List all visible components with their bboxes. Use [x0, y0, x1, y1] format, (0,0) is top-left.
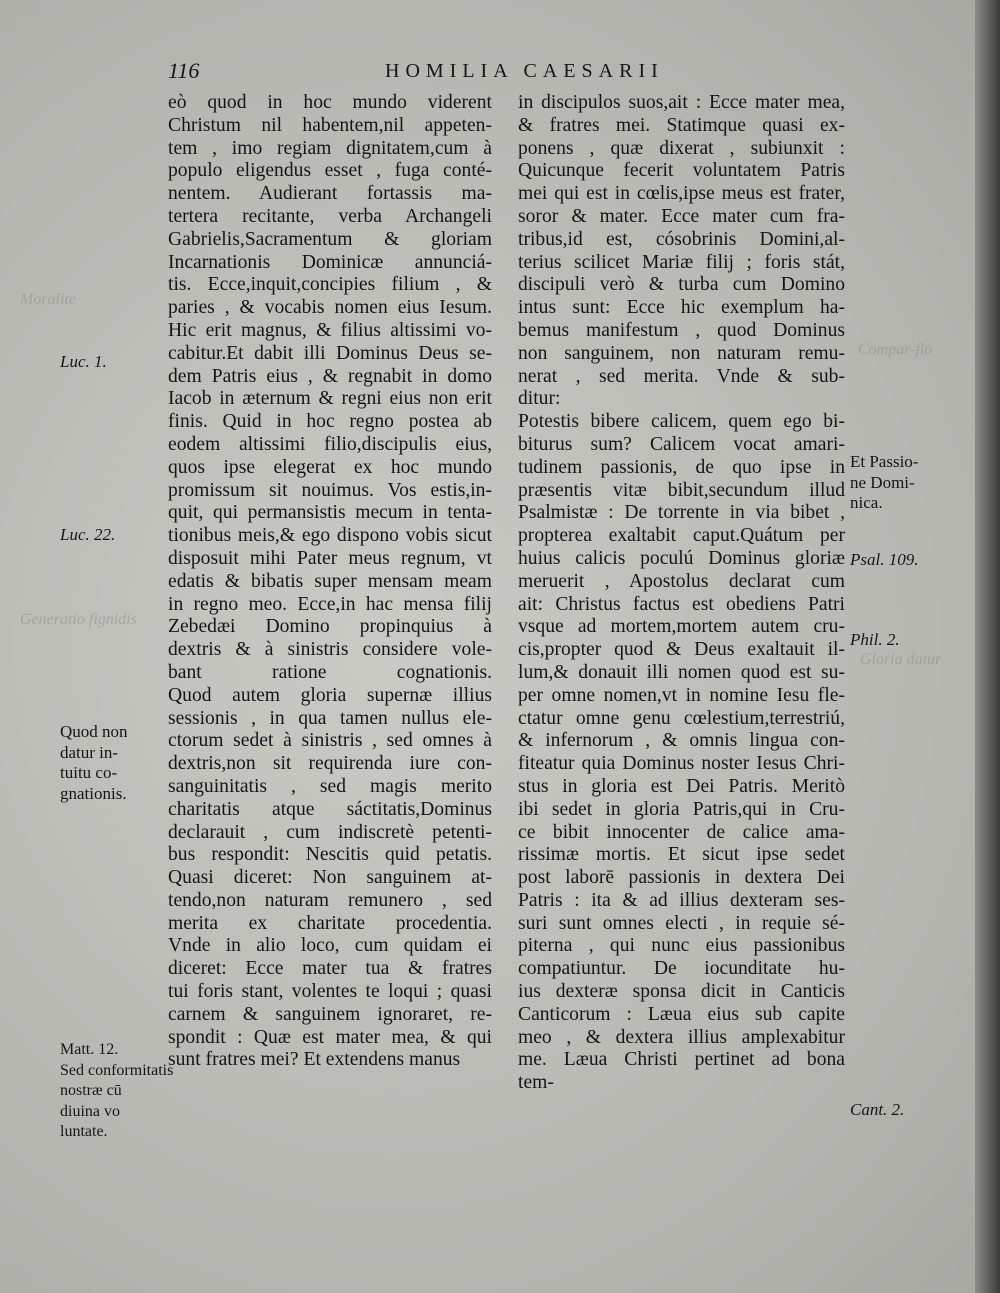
text-line: Quod autem gloria supernæ illius	[168, 684, 492, 706]
text-line: declarauit , cum indiscretè petenti-	[168, 821, 492, 843]
margin-note-line: Sed conformitatis	[60, 1061, 174, 1079]
margin-note-line: Quod non	[60, 722, 128, 741]
text-line: biturus sum? Calicem vocat amari-	[518, 433, 845, 455]
book-page: Moralite Generatio fignidis Compar-fio Gloria datur 116 HOMILIA CAESARII eò quod in hoc mundo viderent Christum nil habentem,nil appeten- tem , imo regiam dignitatem,cum à populo eligendus esset , fuga conté- nentem. Audierant fortassis ma- tertera recitante, verba Archangeli Gabrielis,Sacramentum & gloriam Incarnationis Dominicæ annunciá- tis. Ecce,inquit,concipies filium , & paries , & vocabis nomen eius Iesum. Hic erit magnus, & filius altissimi vo- cabitur.Et dabit illi Dominus Deus se- dem Patris eius , & regnabit in domo Iacob in æternum & regni eius non erit finis. Quid in hoc regno postea ab eodem altissimi filio,discipulis eius, quos ipse elegerat ex hoc mundo promissum sit nouimus. Vos estis,in- quit, qui permansistis mecum in tenta- tionibus meis,& ego dispono vobis sicut disposuit mihi Pater meus regnum, vt edatis & bibatis super mensam meam in regno meo. Ecce,in hac mensa filij Zebedæi Domino propinquius à dextris & à sinistris considere vole- bant ratione cognationis. Quod autem gloria supernæ illius sessionis , in qua tamen nullus ele- ctorum sedet à sinistris , sed omnes à dextris,non sit requirenda iure con- sanguinitatis , sed magis merito charitatis atque sáctitatis,Dominus declarauit , cum indiscretè petenti- bus respondit: Nescitis quid petatis. Quasi diceret: Non sanguinem at- tendo,non naturam remunero , sed merita ex charitate procedentia. Vnde in alio loco, cum quidam ei diceret: Ecce mater tua & fratres tui foris stant, volentes te loqui ; quasi carnem & sanguinem ignorare͏t, re- spondit : Quæ est mater mea, & qui sunt fratres mei? Et extendens manus in discipulos suos,ait : Ecce mater mea, & fratres mei. Statimque quasi ex- ponens , quæ dixerat , subiunxit : Quicunque fecerit voluntatem Patris mei qui est in cœlis,ipse meus est frater, soror & mater. Ecce mater cum fra- tribus,id est, cósobrinis Domini,al- terius scilicet Mariæ filij ; foris stát, discipuli verò & turba cum Domino intus sunt: Ecce hic exemplum ha- bemus manifestum , quod Dominus non sanguinem, non naturam remu- nerat , sed merita. Vnde & sub- ditur: Potestis bibere calicem, quem ego bi- biturus sum? Calicem vocat amari- tudinem passionis, de quo ipse in præsentis vitæ bibit,secundum illud Psalmistæ : De torrente in via bibet , propterea exaltabit caput.Quátum per huius calicis poculú Dominus gloriæ meruerit , Apostolus declarat cum ait: Christus factus est obediens Patri vsque ad mortem,mortem autem cru- cis,propter quod & Deus exaltauit il- lum,& donauit illi nomen quod est su- per omne nomen,vt in nomine Iesu fle- ctatur omne genu cœlestium,terrestriú, & infernorum , & omnis lingua con- fiteatur quia Dominus noster Iesus Chri- stus in gloria est Dei Patris. Meritò ibi sedet in gloria Patris,qui in Cru- ce bibit innocenter de calice ama- rissimæ mortis. Et sicut ipse sedet post laborē passionis in dextera Dei Patris : ita & ad illius dexteram ses- suri sunt omnes electi , in requie sé- piterna , qui nunc eius passionibus compatiuntur. De iocunditate hu- ius dexteræ sponsa dicit in Canticis Canticorum : Læua eius sub capite meo , & dextera illius amplexabitur me. Læua Christi pertinet ad bona tem- Luc. 1. Luc. 22. Quod non datur in- tuitu co- gnationis. Matt. 12. Sed conformitatis nostræ cū diuina vo luntate. Et Passio- ne Domi- nica. Psal. 109. Phil. 2. Cant. 2.	[0, 0, 975, 1293]
text-line: per omne nomen,vt in nomine Iesu fle-	[518, 684, 845, 706]
text-line: ibi sedet in gloria Patris,qui in Cru-	[518, 798, 845, 820]
margin-note-line: datur in-	[60, 742, 119, 762]
margin-note-left	[60, 525, 115, 546]
text-line: Canticorum : Læua eius sub capite	[518, 1003, 845, 1025]
text-line: ce bibit innocenter de calice ama-	[518, 821, 845, 843]
text-line: dem Patris eius , & regnabit in domo	[168, 365, 492, 387]
text-line: dextris,non sit requirenda iure con-	[168, 753, 492, 775]
text-line: tui foris stant, volentes te loqui ; quasi	[168, 981, 492, 1003]
text-line: bus respondit: Nescitis quid petatis.	[168, 844, 492, 866]
margin-note-line: diuina vo	[60, 1102, 120, 1120]
text-line: Zebedæi Domino propinquius à	[168, 616, 492, 638]
text-line: disposuit mihi Pater meus regnum, vt	[168, 547, 492, 569]
text-line: quit, qui permansistis mecum in tenta-	[168, 502, 492, 524]
text-line: Christum nil habentem,nil appeten-	[168, 114, 492, 136]
margin-note-line: Luc. 1.	[60, 352, 107, 371]
text-line: Potestis bibere calicem, quem ego bi-	[518, 411, 845, 433]
text-line: nentem. Audierant fortassis ma-	[168, 183, 492, 205]
running-title: HOMILIA CAESARII	[385, 60, 664, 82]
margin-note-line: gnationis.	[60, 783, 127, 803]
text-line: & fratres mei. Statimque quasi ex-	[518, 114, 845, 136]
text-line: paries , & vocabis nomen eius Iesum.	[168, 297, 492, 319]
margin-note-line: nostræ cū	[60, 1082, 122, 1099]
text-line: tionibus meis,& ego dispono vobis sicut	[168, 525, 492, 547]
text-line: tis. Ecce,inquit,concipies filium , &	[168, 274, 492, 296]
text-line: ctatur omne genu cœlestium,terrestriú,	[518, 707, 845, 729]
text-line: Patris : ita & ad illius dexteram ses-	[518, 889, 845, 911]
margin-note-left	[60, 352, 107, 373]
text-line: sunt fratres mei? Et extendens manus	[168, 1049, 461, 1071]
margin-note-line: Luc. 22.	[60, 525, 116, 544]
text-line: mei qui est in cœlis,ipse meus est frater,	[518, 183, 845, 205]
text-line: huius calicis poculú Dominus gloriæ	[518, 547, 845, 569]
text-line: ponens , quæ dixerat , subiunxit :	[518, 137, 845, 159]
margin-note-line: tuitu co-	[60, 763, 118, 782]
text-line: tendo,non naturam remunero , sed	[168, 889, 492, 911]
text-line: meruerit , Apostolus declarat cum	[518, 570, 845, 592]
margin-note-line: Cant. 2.	[850, 1100, 905, 1119]
margin-note-right	[850, 452, 918, 514]
text-line: merita ex charitate procedentia.	[168, 912, 492, 934]
text-line: præsentis vitæ bibit,secundum illud	[518, 479, 845, 501]
text-line: post laborē passionis in dextera Dei	[518, 867, 845, 889]
text-line: Quasi diceret: Non sanguinem at-	[168, 867, 492, 889]
text-line: cabitur.Et dabit illi Dominus Deus se-	[168, 342, 492, 364]
margin-note-line: Phil. 2.	[850, 630, 900, 649]
text-line: sanguinitatis , sed magis merito	[168, 775, 492, 797]
text-line: Incarnationis Dominicæ annunciá-	[168, 251, 492, 273]
text-line: propterea exaltabit caput.Quátum per	[518, 525, 845, 547]
text-line: tudinem passionis, de quo ipse in	[518, 456, 845, 478]
text-line: tribus,id est, cósobrinis Domini,al-	[518, 228, 845, 250]
text-line: bemus manifestum , quod Dominus	[518, 319, 845, 341]
text-line: Hic erit magnus, & filius altissimi vo-	[168, 319, 492, 341]
text-line: nerat , sed merita. Vnde & sub-	[518, 365, 845, 387]
text-line: ait: Christus factus est obediens Patri	[518, 593, 845, 615]
text-line: sessionis , in qua tamen nullus ele-	[168, 707, 492, 729]
right-text-column	[518, 92, 845, 1095]
text-line: promissum sit nouimus. Vos estis,in-	[168, 479, 492, 501]
text-line: finis. Quid in hoc regno postea ab	[168, 411, 492, 433]
text-line: & infernorum , & omnis lingua con-	[518, 730, 845, 752]
margin-note-line: Et Passio-	[850, 452, 919, 471]
text-line: in discipulos suos,ait : Ecce mater mea,	[518, 92, 845, 113]
text-line: tem , imo regiam dignitatem,cum à	[168, 137, 492, 159]
text-line: tertera recitante, verba Archangeli	[168, 205, 492, 227]
text-line: carnem & sanguinem ignorare͏t, re-	[168, 1003, 492, 1025]
text-line: in regno meo. Ecce,in hac mensa filij	[168, 593, 492, 615]
text-line: dextris & à sinistris considere vole-	[168, 639, 492, 661]
text-line: compatiuntur. De iocunditate hu-	[518, 958, 845, 980]
margin-note-right	[850, 550, 918, 571]
margin-note-right	[850, 630, 900, 651]
text-line: terius scilicet Mariæ filij ; foris stát,	[518, 251, 845, 273]
text-line: meo , & dextera illius amplexabitur	[518, 1026, 845, 1048]
margin-note-line: Psal. 109.	[850, 550, 919, 569]
text-line: discipuli verò & turba cum Domino	[518, 274, 845, 296]
text-line: lum,& donauit illi nomen quod est su-	[518, 661, 845, 683]
text-line: intus sunt: Ecce hic exemplum ha-	[518, 297, 845, 319]
text-line: quos ipse elegerat ex hoc mundo	[168, 456, 492, 478]
text-line: ditur:	[518, 388, 561, 410]
text-line: bant ratione cognationis.	[168, 661, 492, 683]
text-line: eò quod in hoc mundo viderent	[168, 92, 492, 113]
text-line: Quicunque fecerit voluntatem Patris	[518, 160, 845, 182]
text-line: Iacob in æternum & regni eius non erit	[168, 388, 492, 410]
text-line: spondit : Quæ est mater mea, & qui	[168, 1026, 492, 1048]
text-line: fiteatur quia Dominus noster Iesus Chri-	[518, 753, 845, 775]
text-line: eodem altissimi filio,discipulis eius,	[168, 433, 492, 455]
text-line: non sanguinem, non naturam remu-	[518, 342, 845, 364]
text-line: suri sunt omnes electi , in requie sé-	[518, 912, 845, 934]
margin-note-line: ne Domi-	[850, 472, 915, 492]
text-line: tem-	[518, 1072, 554, 1094]
page-number: 116	[168, 58, 200, 83]
margin-note-left	[60, 1040, 173, 1143]
text-line: stus in gloria est Dei Patris. Meritò	[518, 775, 845, 797]
text-line: rissimæ mortis. Et sicut ipse sedet	[518, 844, 845, 866]
text-line: cis,propter quod & Deus exaltauit il-	[518, 639, 845, 661]
page-edge-shadow	[975, 0, 1000, 1293]
margin-note-left	[60, 722, 128, 804]
text-line: me. Læua Christi pertinet ad bona	[518, 1049, 845, 1071]
margin-note-line: luntate.	[60, 1123, 108, 1140]
text-line: Gabrielis,Sacramentum & gloriam	[168, 228, 492, 250]
running-header	[0, 58, 975, 88]
text-line: populo eligendus esset , fuga conté-	[168, 160, 492, 182]
left-text-column	[168, 92, 492, 1072]
text-line: piterna , qui nunc eius passionibus	[518, 935, 845, 957]
text-line: charitatis atque sáctitatis,Dominus	[168, 798, 492, 820]
margin-note-right	[850, 1100, 904, 1121]
text-line: edatis & bibatis super mensam meam	[168, 570, 492, 592]
text-line: vsque ad mortem,mortem autem cru-	[518, 616, 845, 638]
margin-note-line: Matt. 12.	[60, 1041, 119, 1058]
text-line: soror & mater. Ecce mater cum fra-	[518, 205, 845, 227]
text-line: Vnde in alio loco, cum quidam ei	[168, 935, 492, 957]
text-line: ius dexteræ sponsa dicit in Canticis	[518, 981, 845, 1003]
margin-note-line: nica.	[850, 493, 883, 512]
text-line: ctorum sedet à sinistris , sed omnes à	[168, 730, 492, 752]
text-line: Psalmistæ : De torrente in via bibet ,	[518, 502, 845, 524]
text-line: diceret: Ecce mater tua & fratres	[168, 958, 492, 980]
